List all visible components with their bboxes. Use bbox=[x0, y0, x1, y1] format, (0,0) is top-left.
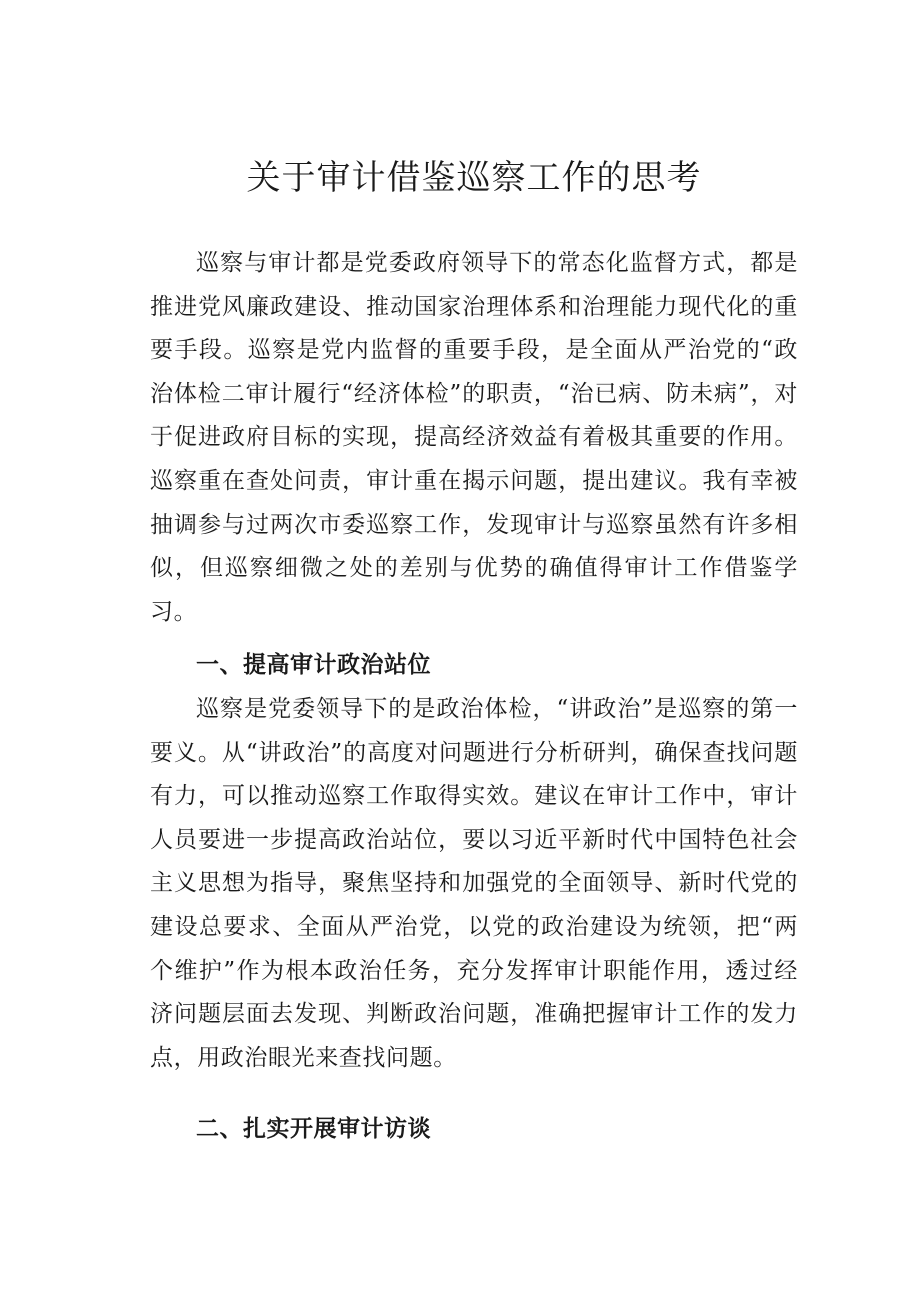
section-paragraph: 巡察是党委领导下的是政治体检，“讲政治”是巡察的第一要义。从“讲政治”的高度对问题进行分析研判，确保查找问题有力，可以推动巡察工作取得实效。建议在审计工作中，审计人员要进一步提高政治站位，要以习近平新时代中国特色社会主义思想为指导，聚焦坚持和加强党的全面领导、新时代党的建设总要求、全面从严治党，以党的政治建设为统领，把“两个维护”作为根本政治任务，充分发挥审计职能作用，透过经济问题层面去发现、判断政治问题，准确把握审计工作的发力点，用政治眼光来查找问题。 bbox=[150, 695, 798, 1071]
section-heading: 一、提高审计政治站位 bbox=[196, 652, 431, 679]
section-1 bbox=[150, 644, 798, 1080]
document-title: 关于审计借鉴巡察工作的思考 bbox=[246, 158, 702, 198]
intro-paragraph: 巡察与审计都是党委政府领导下的常态化监督方式，都是推进党风廉政建设、推动国家治理体系和治理能力现代化的重要手段。巡察是党内监督的重要手段，是全面从严治党的“政治体检二审计履行“经济体检”的职责，“治已病、防未病”，对于促进政府目标的实现，提高经济效益有着极其重要的作用。巡察重在查处问责，审计重在揭示问题，提出建议。我有幸被抽调参与过两次市委巡察工作，发现审计与巡察虽然有许多相似，但巡察细微之处的差别与优势的确值得审计工作借鉴学习。 bbox=[150, 250, 798, 625]
document-page bbox=[150, 150, 798, 1152]
section-heading: 二、扎实开展审计访谈 bbox=[196, 1116, 431, 1143]
section-2 bbox=[150, 1108, 798, 1152]
